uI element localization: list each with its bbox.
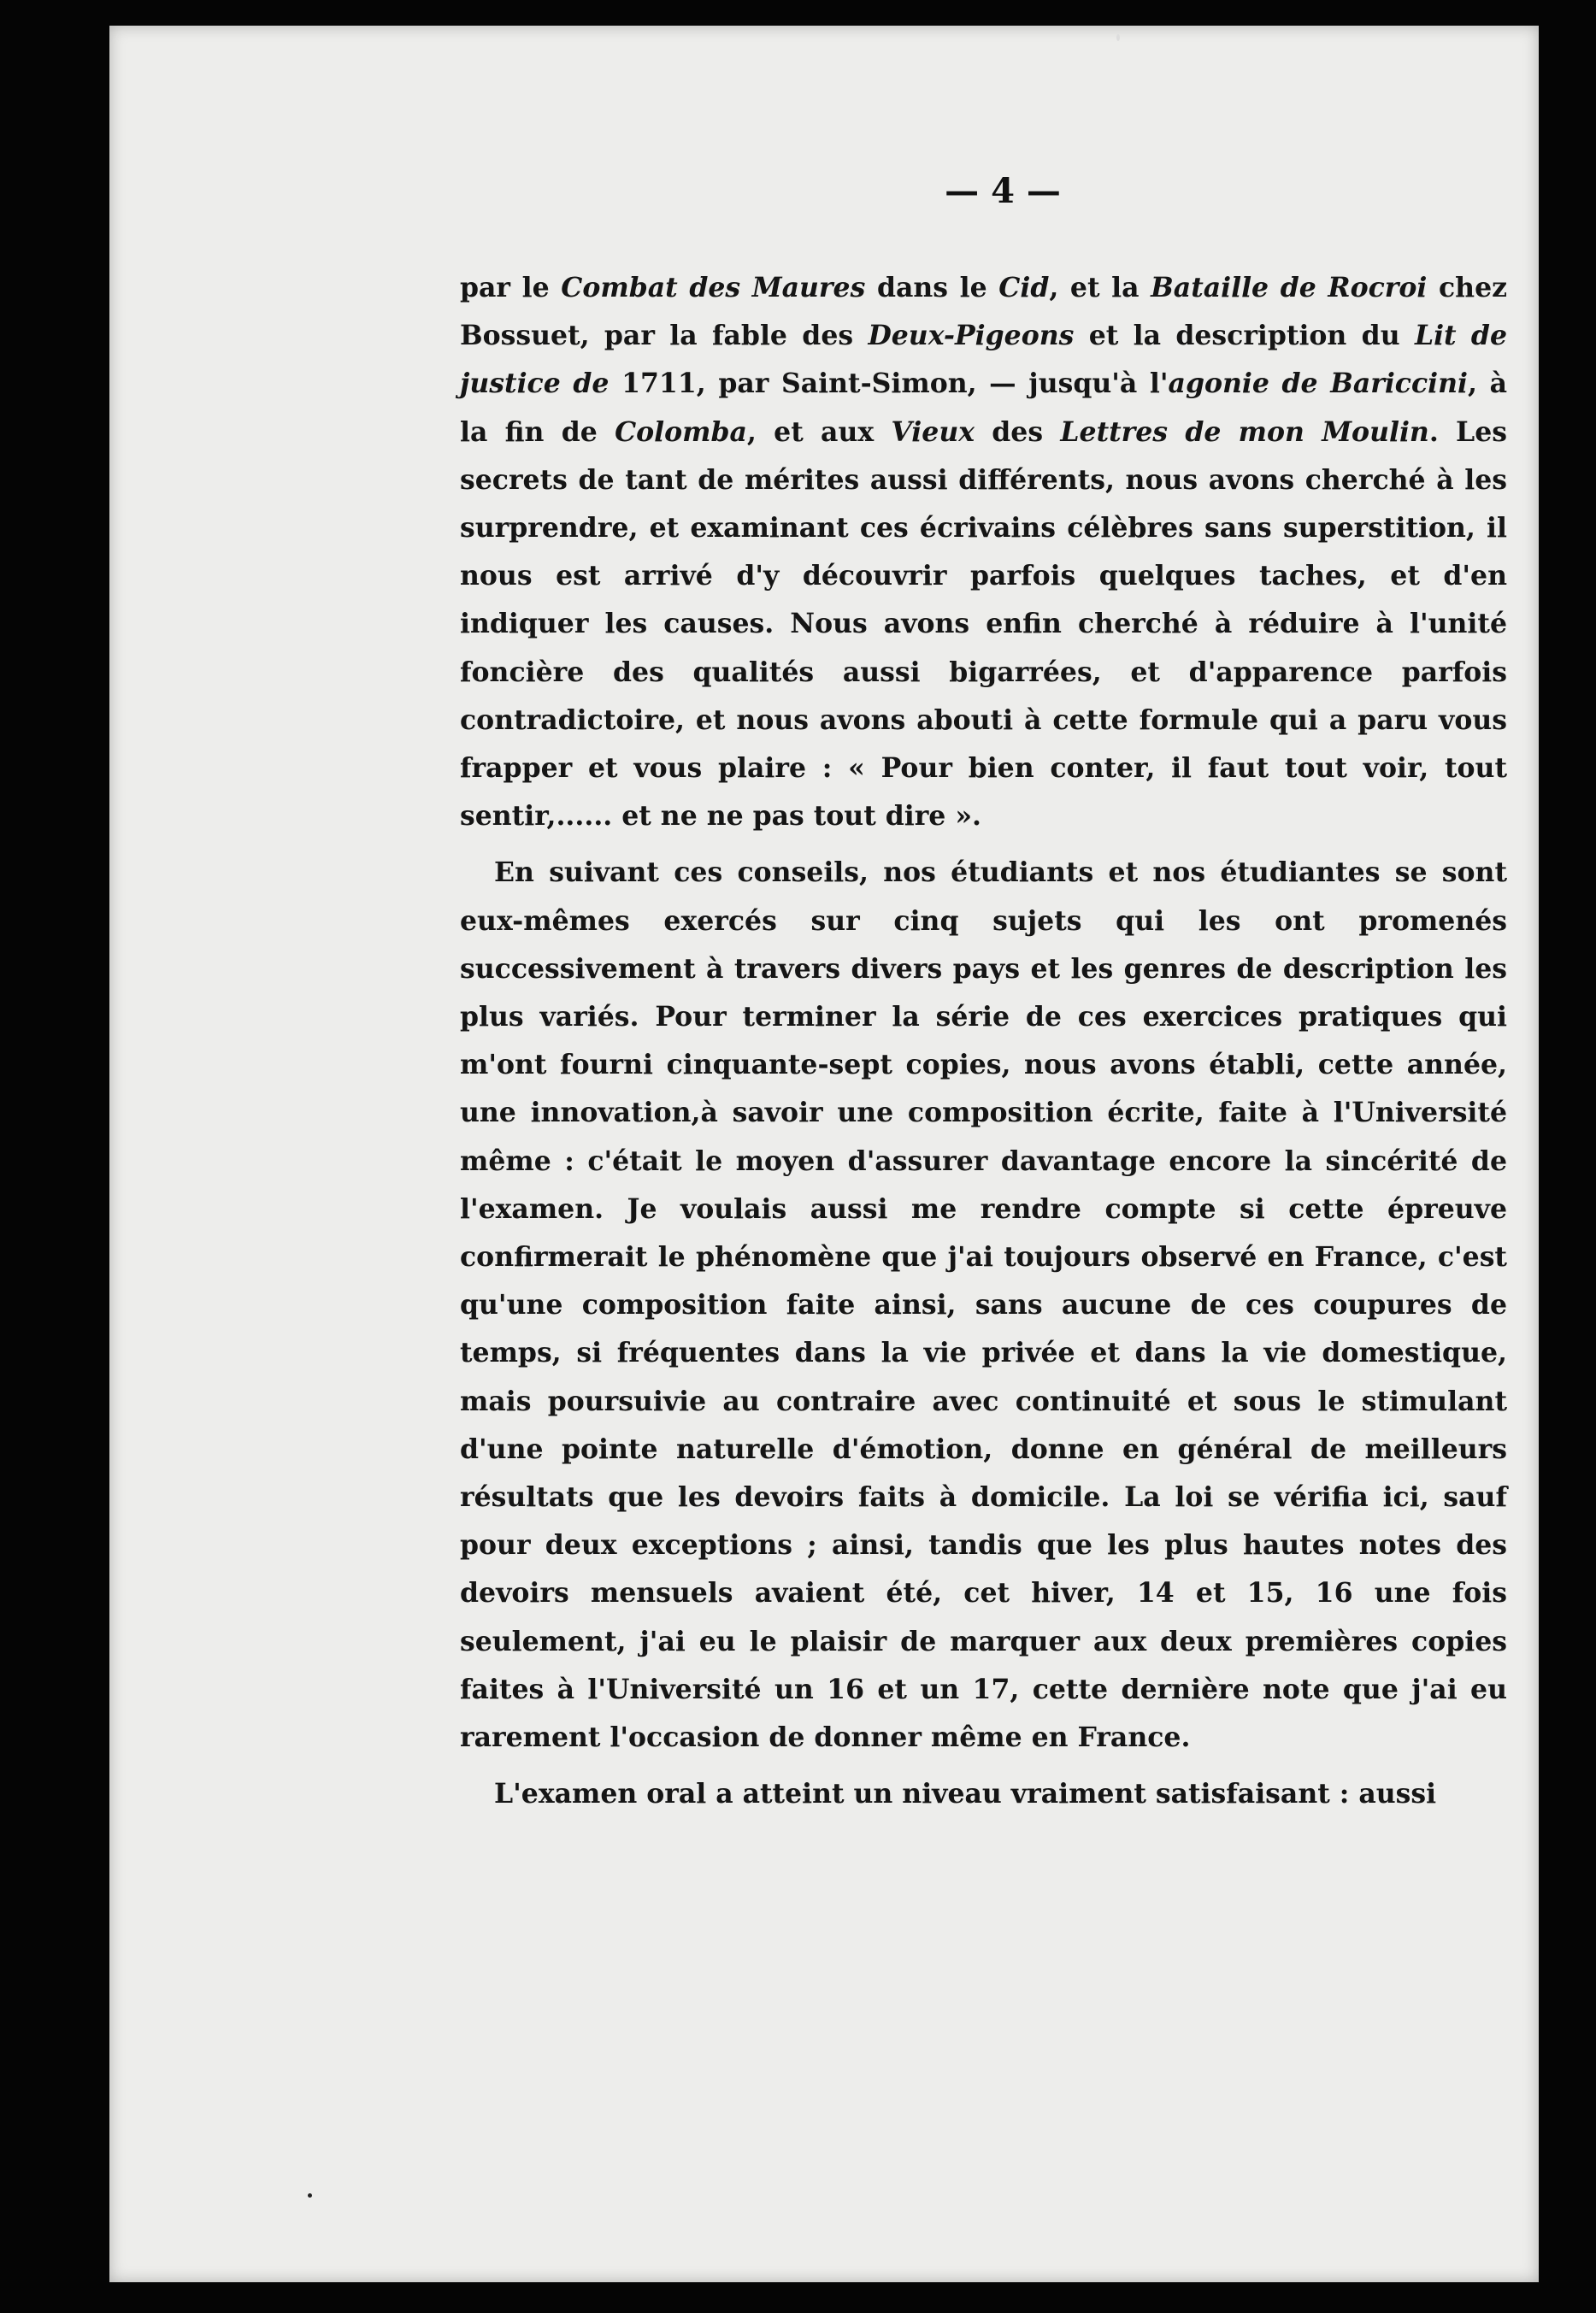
text-run: . Les secrets de tant de mérites aussi différents, nous avons cherché à les surprendre, et examinant ces écrivains célèbres sans superstition, il nous est arrivé d'y découvrir parfois quelques taches, et d'en indiquer les causes. Nous avons enfin cherché à réduire à l'unité foncière des qualités aussi bigarrées, et d'apparence parfois contradictoire, et nous avons abouti à cette formule qui a paru vous frapper et vous plaire : « Pour bien conter, il faut tout voir, tout sentir,...... et ne ne pas tout dire ». [460, 415, 1507, 833]
text-run: dans le [865, 272, 999, 303]
italic-title: Combat des Maures [561, 272, 866, 303]
paragraph-3: L'examen oral a atteint un niveau vraiment satisfaisant : aussi [494, 1778, 1437, 1810]
text-run: des [975, 415, 1061, 448]
italic-title: Lettres de mon Moulin [1060, 415, 1429, 448]
paragraph-1 [460, 264, 1507, 840]
page-number: — 4 — [945, 171, 1061, 211]
text-run: par le [460, 272, 562, 303]
italic-title: Bataille de Rocroi [1151, 272, 1428, 303]
text-run: 1711, par Saint-Simon, — jusqu'à l' [609, 368, 1169, 400]
text-run: , et la [1049, 272, 1151, 303]
text-block [460, 171, 1507, 1819]
italic-title: agonie de Bariccini [1168, 368, 1468, 400]
text-run: chez Bossuet, par la fable des [460, 272, 1507, 352]
paragraph-2: En suivant ces conseils, nos étudiants et nos étudiantes se sont eux-mêmes exercés sur cinq sujets qui les ont promenés successivement à travers divers pays et les genres de description les plus variés. Pour terminer la série de ces exercices pratiques qui m'ont fourni cinquante-sept copies, nous avons établi, cette année, une innovation,à savoir une composition écrite, faite à l'Université même : c'était le moyen d'assurer davantage encore la sincérité de l'examen. Je voulais aussi me rendre compte si cette épreuve confirmerait le phénomène que j'ai toujours observé en France, c'est qu'une composition faite ainsi, sans aucune de ces coupures de temps, si fréquentes dans la vie privée et dans la vie domestique, mais poursuivie au contraire avec continuité et sous le stimulant d'une pointe naturelle d'émotion, donne en général de meilleurs résultats que les devoirs faits à domicile. La loi se vérifia ici, sauf pour deux exceptions ; ainsi, tandis que les plus hautes notes des devoirs mensuels avaient été, cet hiver, 14 et 15, 16 une fois seulement, j'ai eu le plaisir de marquer aux deux premières copies faites à l'Université un 16 et un 17, cette dernière note que j'ai eu rarement l'occasion de donner même en France. [460, 856, 1507, 1754]
text-run: et la description du [1074, 320, 1415, 352]
italic-title: Deux-Pigeons [868, 320, 1075, 352]
text-run: , et aux [746, 415, 892, 448]
scanned-page [109, 26, 1539, 2282]
italic-title: Vieux [891, 415, 975, 448]
italic-title: Colomba [615, 415, 747, 448]
italic-title: Lit de justice de [460, 320, 1508, 400]
scan-speck [308, 2193, 312, 2198]
text-run: , à la fin de [460, 368, 1507, 448]
body-text [460, 264, 1507, 1819]
scan-speck [1116, 34, 1120, 41]
italic-title: Cid [998, 272, 1050, 303]
